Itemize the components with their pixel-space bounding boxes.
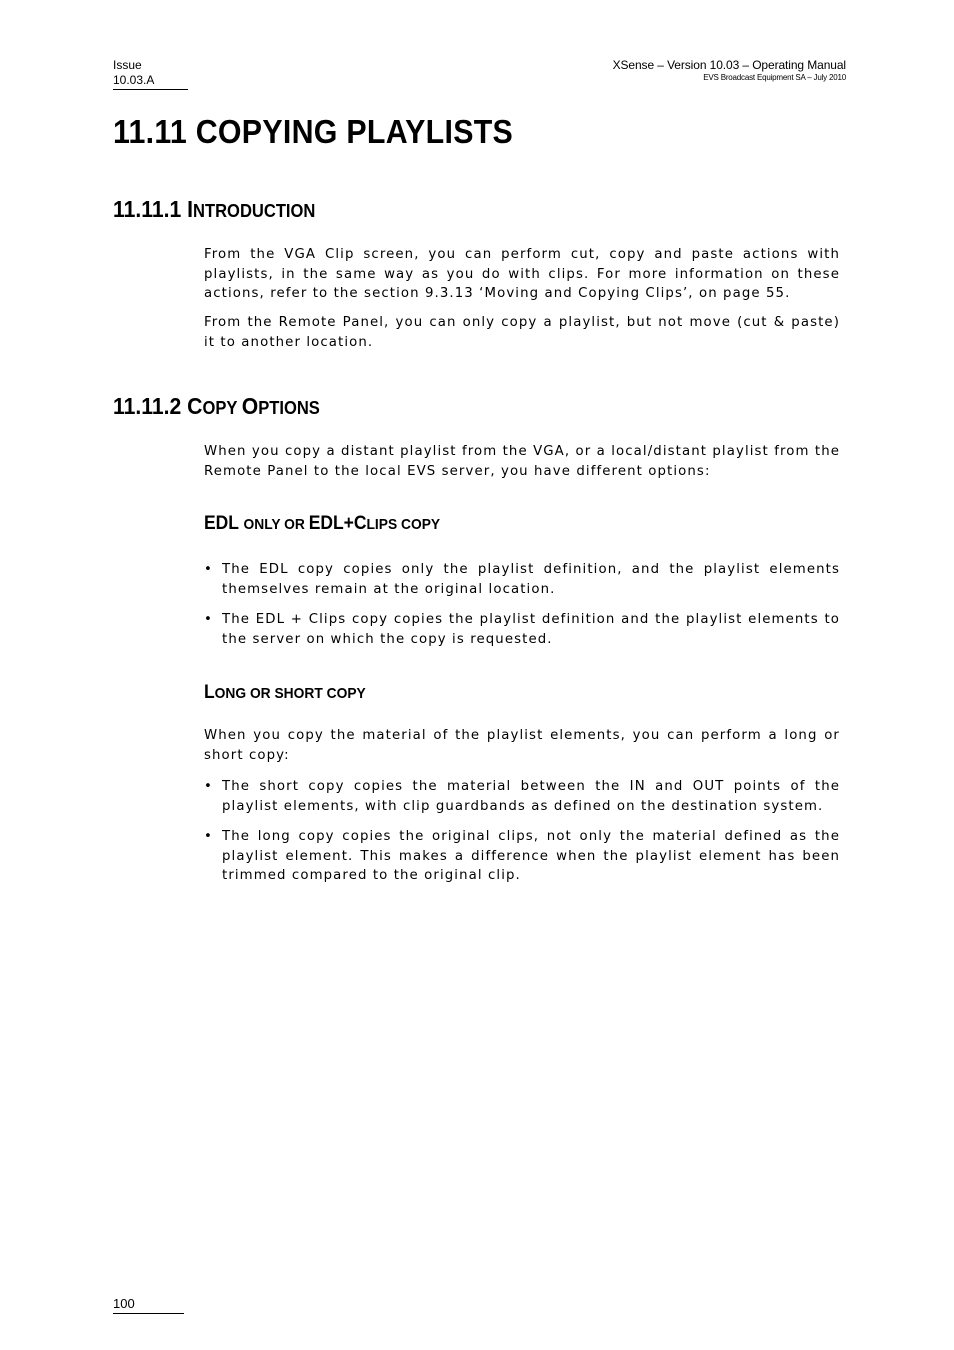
bullet-icon: • bbox=[204, 779, 213, 794]
heading-number: 11.11.1 bbox=[113, 196, 188, 222]
heading-smallcaps: OPY bbox=[202, 398, 242, 418]
intro-paragraph-1: From the VGA Clip screen, you can perform cut, copy and paste actions with playlists, in the same way as you do with clips. For more information on these actions, refer to the section 9.3.13 ‘Moving and Copying Clips’, on page 55. bbox=[204, 247, 840, 301]
list-item bbox=[204, 777, 840, 816]
heading-introduction bbox=[113, 196, 315, 223]
list-item bbox=[204, 827, 840, 886]
issue-number: 10.03.A bbox=[113, 73, 155, 87]
intro-paragraph-2: From the Remote Panel, you can only copy a playlist, but not move (cut & paste) it to another location. bbox=[204, 315, 840, 350]
bullet-icon: • bbox=[204, 562, 213, 577]
page-number: 100 bbox=[113, 1296, 184, 1314]
heading-smallcaps: PTIONS bbox=[258, 398, 320, 418]
heading-initial: C bbox=[187, 393, 203, 419]
manual-title: XSense – Version 10.03 – Operating Manual bbox=[612, 58, 846, 72]
bullet-icon: • bbox=[204, 829, 213, 844]
heading-smallcaps: NTRODUCTION bbox=[193, 201, 316, 221]
heading-number: 11.11.2 bbox=[113, 393, 188, 419]
publisher-line: EVS Broadcast Equipment SA – July 2010 bbox=[703, 73, 846, 82]
heading-part: EDL+C bbox=[308, 513, 367, 534]
heading-edl-copy bbox=[204, 513, 440, 535]
long-short-paragraph: When you copy the material of the playlist elements, you can perform a long or short copy: bbox=[204, 728, 840, 763]
issue-label: Issue bbox=[113, 58, 142, 72]
list-item-text: The EDL + Clips copy copies the playlist definition and the playlist elements to the server on which the copy is requested. bbox=[222, 612, 840, 647]
list-item bbox=[204, 610, 840, 649]
issue-block bbox=[113, 58, 188, 90]
list-item-text: The long copy copies the original clips, not only the material defined as the playlist element. This makes a difference when the playlist element has been trimmed compared to the original clip. bbox=[222, 829, 840, 883]
list-item-text: The short copy copies the material between the IN and OUT points of the playlist elements, with clip guardbands as defined on the destination system. bbox=[222, 779, 840, 814]
bullet-icon: • bbox=[204, 612, 213, 627]
heading-smallcaps: ONG OR SHORT COPY bbox=[214, 685, 366, 702]
heading-smallcaps: LIPS COPY bbox=[366, 516, 441, 533]
list-item bbox=[204, 560, 840, 599]
section-title: 11.11 COPYING PLAYLISTS bbox=[113, 113, 514, 150]
heading-copy-options bbox=[113, 393, 320, 420]
heading-initial: I bbox=[187, 196, 194, 222]
heading-long-short-copy bbox=[204, 682, 366, 704]
copy-options-paragraph: When you copy a distant playlist from the VGA, or a local/distant playlist from the Remote Panel to the local EVS server, you have different options: bbox=[204, 444, 840, 479]
manual-header bbox=[613, 58, 846, 83]
heading-initial: L bbox=[204, 682, 215, 703]
heading-initial: O bbox=[241, 393, 259, 419]
heading-part: EDL bbox=[204, 513, 244, 534]
heading-smallcaps: ONLY OR bbox=[243, 516, 309, 533]
list-item-text: The EDL copy copies only the playlist definition, and the playlist elements themselves remain at the original location. bbox=[222, 562, 840, 597]
